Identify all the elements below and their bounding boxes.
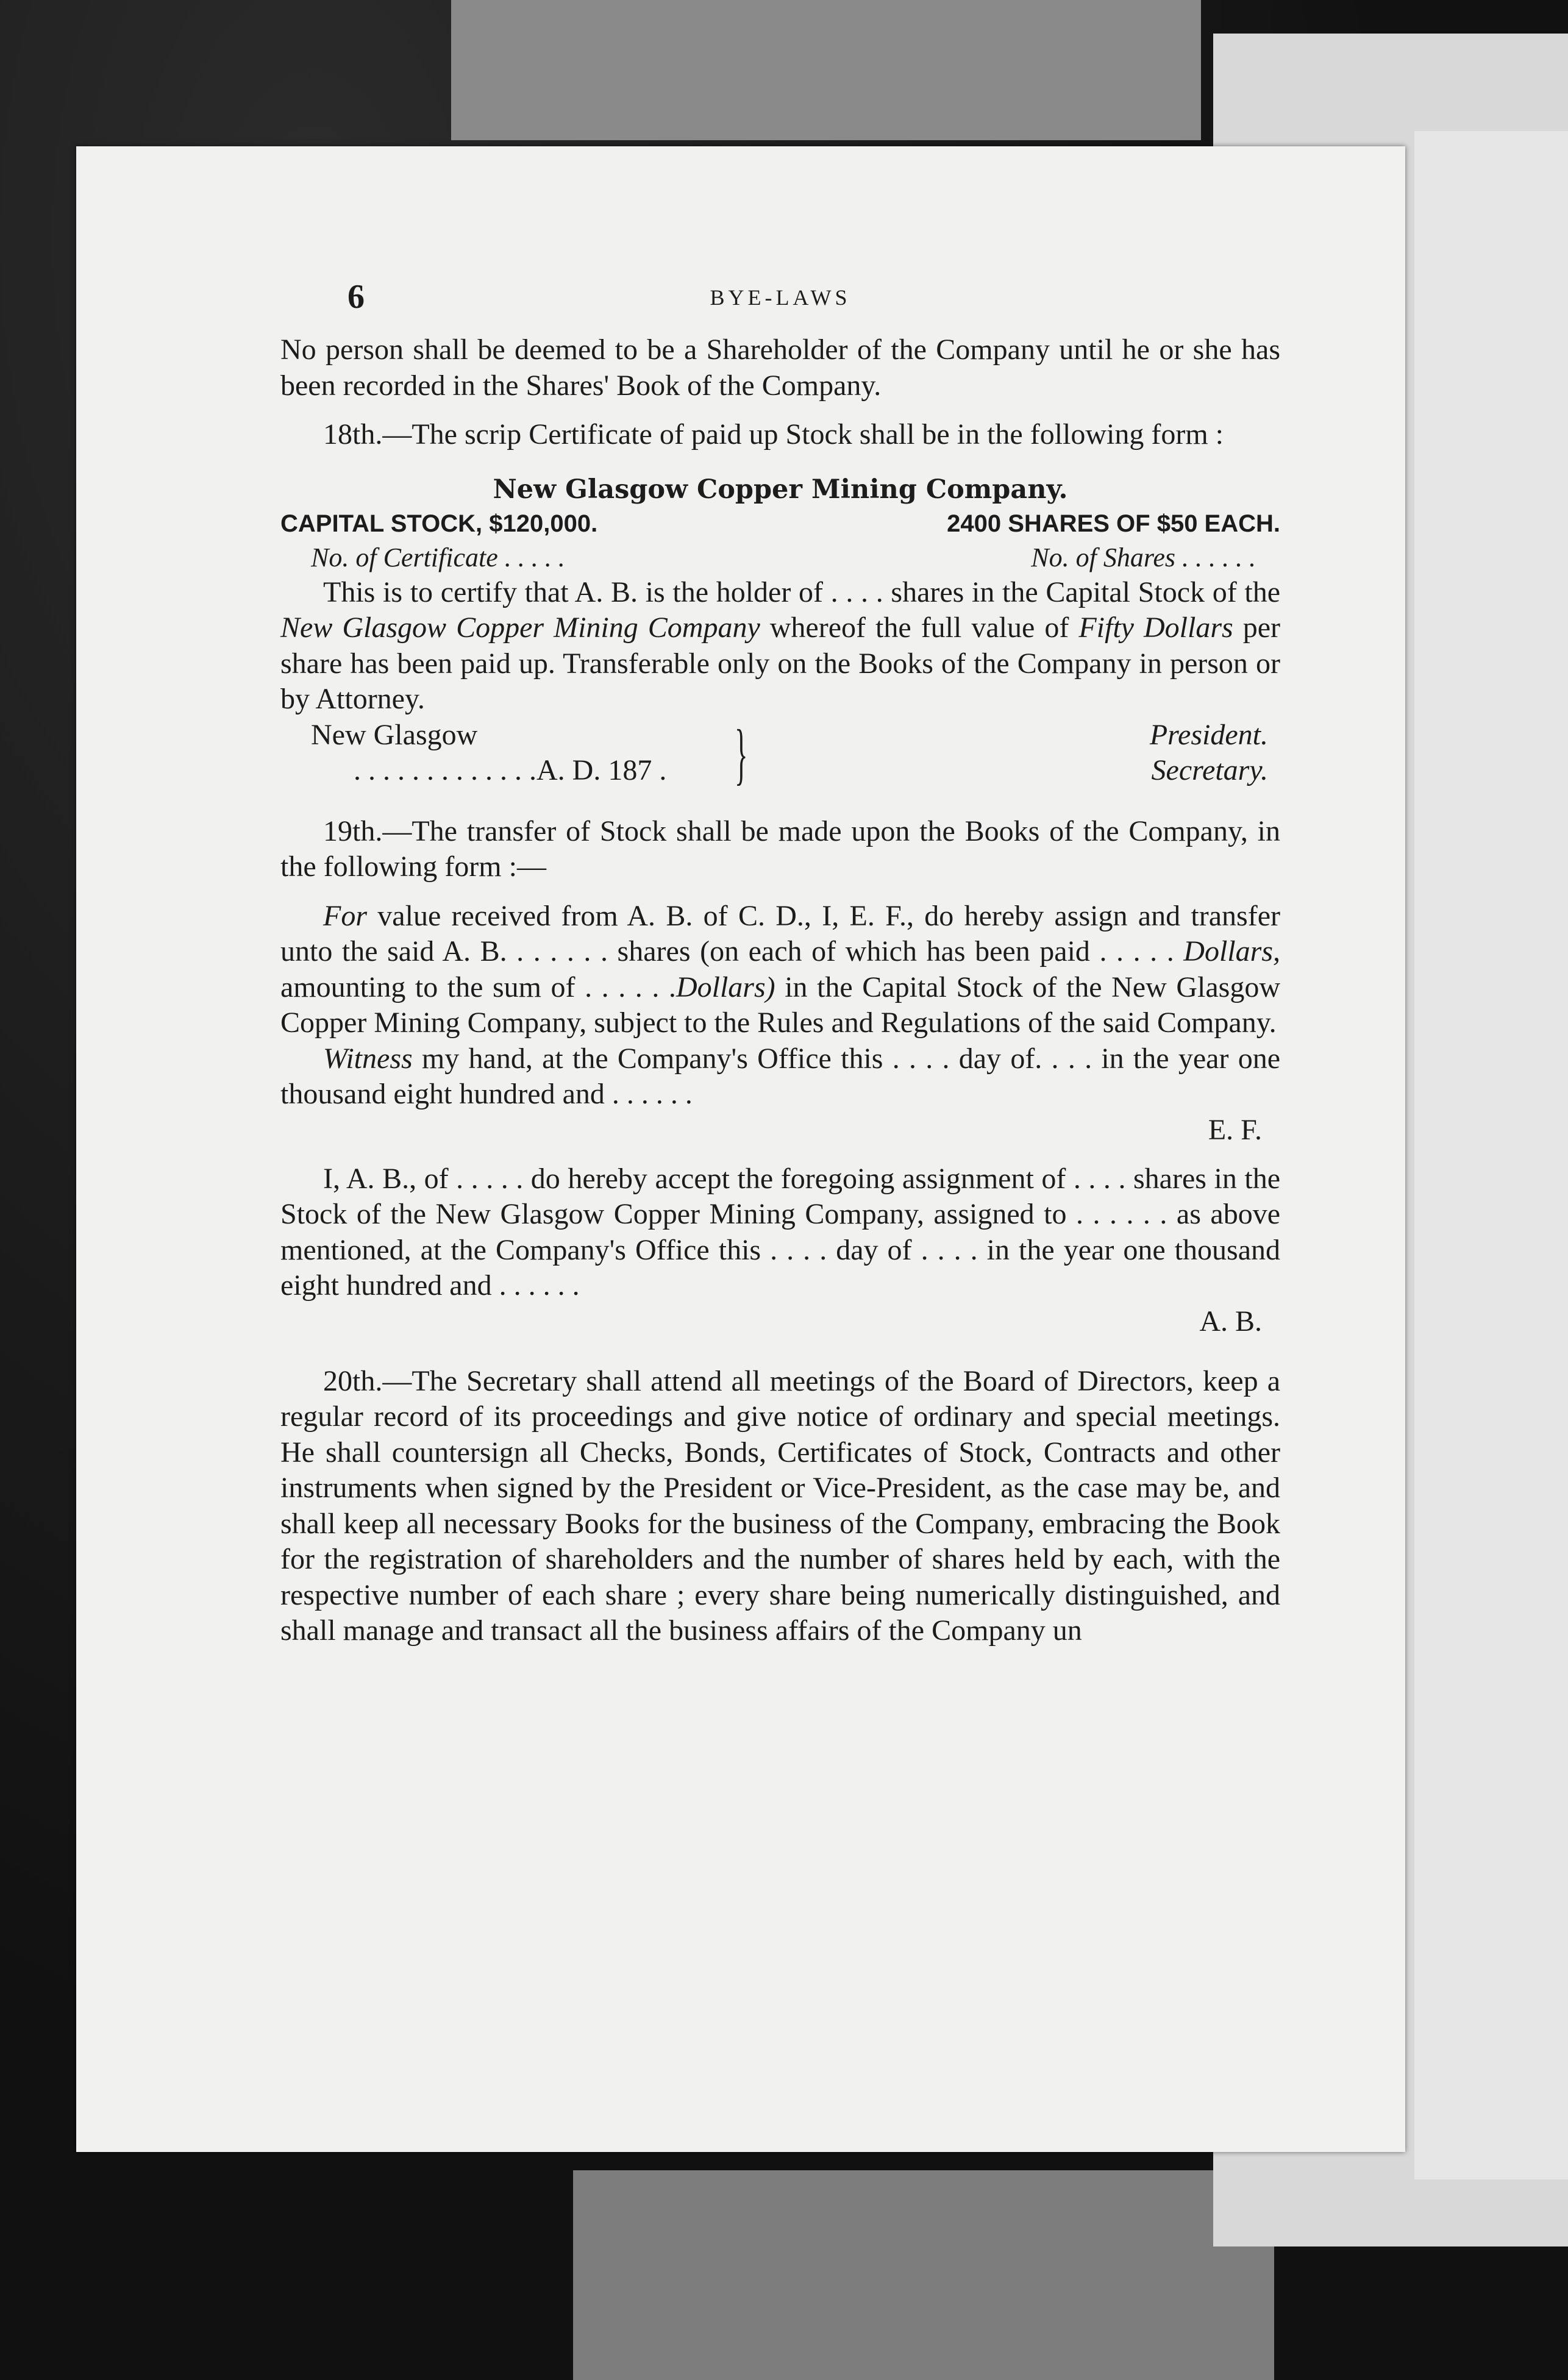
witness-word: Witness [323, 1042, 413, 1075]
transfer-form [280, 899, 1280, 1041]
signature-brace: } [735, 716, 748, 792]
acceptance-signoff: A. B. [1199, 1305, 1262, 1338]
article-19: 19th.—The transfer of Stock shall be made upon the Books of the Company, in the following form :— [280, 814, 1280, 883]
page-number: 6 [347, 278, 365, 316]
scan-bottom-margin [573, 2170, 1274, 2380]
certificate-signature-block [280, 716, 1280, 792]
article-18: 18th.—The scrip Certificate of paid up Stock shall be in the following form : [323, 418, 1224, 451]
transfer-body-2: amounting to the sum of . . . . . . [280, 971, 676, 1003]
certificate-company: New Glasgow Copper Mining Company [280, 611, 760, 644]
running-head [280, 277, 1280, 332]
transfer-body-3: in the Capital Stock of the New Glasgow Copper Mining Company, subject to the Rules and Regulations of the said Company. [280, 971, 1280, 1039]
certificate-number: No. of Certificate . . . . . [311, 542, 565, 572]
certificate-body-2: whereof the full value of [760, 611, 1079, 644]
transfer-signoff: E. F. [1208, 1113, 1262, 1146]
capital-stock: CAPITAL STOCK, $120,000. [280, 510, 598, 537]
certificate-body [280, 575, 1280, 718]
transfer-body-1: value received from A. B. of C. D., I, E. F., do hereby assign and transfer unto the said A. B. . . . . . . shares (on each of which has been paid . . . . . [280, 899, 1280, 967]
certificate-body-1: This is to certify that A. B. is the holder of . . . . shares in the Capital Stock of the [323, 575, 1280, 608]
shares-number: No. of Shares . . . . . . [1031, 542, 1256, 572]
page-content [280, 277, 1280, 1649]
adjacent-page-edge [1414, 131, 1568, 2179]
signature-place: New Glasgow [311, 718, 478, 751]
certificate-numbers-row [280, 541, 1280, 575]
article-20: 20th.—The Secretary shall attend all meetings of the Board of Directors, keep a regular record of its proceedings and give notice of ordinary and special meetings. He shall countersign all Checks, Bonds, Certificates of Stock, Contracts and other instruments when signed by the President or Vice-President, as the case may be, and shall keep all necessary Books for the business of the Company, embracing the Book for the registration of shareholders and the number of shares held by each, with the respective number of each share ; every share being numerically distinguished, and shall manage and transact all the business affairs of the Company un [280, 1364, 1280, 1647]
witness-line [280, 1041, 1280, 1113]
certificate-body-3: per share has been paid up. Transferable only on the Books of the Company in person or by Attorney. [280, 611, 1281, 715]
shares-count: 2400 SHARES OF $50 EACH. [947, 510, 1280, 537]
certificate-capital-row [280, 507, 1280, 541]
document-page [76, 146, 1405, 2152]
shareholder-paragraph: No person shall be deemed to be a Shareholder of the Company until he or she has been recorded in the Shares' Book of the Company. [280, 333, 1280, 402]
president-line: President. [1149, 718, 1268, 751]
transfer-dollars-2: Dollars) [675, 971, 775, 1003]
acceptance-form: I, A. B., of . . . . . do hereby accept the foregoing assignment of . . . . shares in the Stock of the New Glasgow Copper Mining Company, assigned to . . . . . . as above mentioned, at the Company's Office this . . . . day of . . . . in the year one thousand eight hundred and . . . . . . [280, 1162, 1280, 1302]
running-title: BYE-LAWS [710, 285, 851, 310]
witness-body: my hand, at the Company's Office this . . . . day of. . . . in the year one thousand eight hundred and . . . . . . [280, 1042, 1280, 1110]
signature-date: . . . . . . . . . . . . .A. D. 187 . [354, 754, 667, 786]
transfer-for: For [323, 899, 367, 932]
transfer-dollars-1: Dollars, [1183, 935, 1280, 967]
secretary-line: Secretary. [1151, 754, 1268, 786]
scan-top-margin [451, 0, 1201, 140]
certificate-value: Fifty Dollars [1078, 611, 1233, 644]
certificate-title: New Glasgow Copper Mining Company. [493, 474, 1068, 505]
